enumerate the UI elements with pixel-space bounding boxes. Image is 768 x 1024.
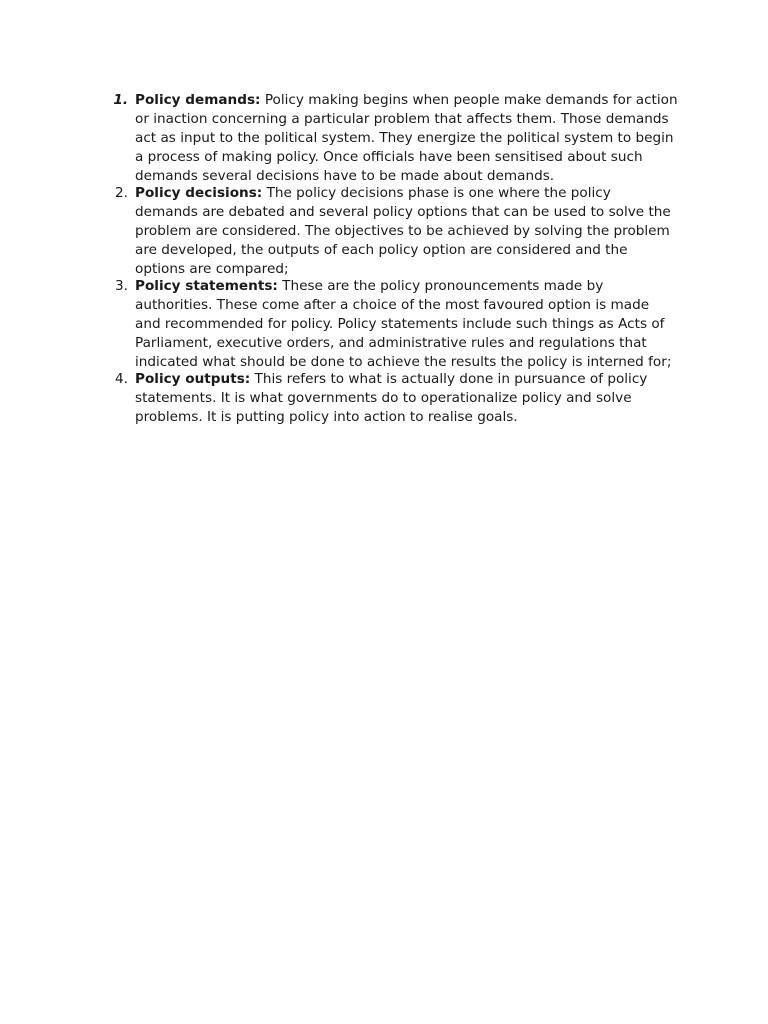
list-number: 3. xyxy=(115,278,128,294)
list-number: 1. xyxy=(113,92,128,108)
list-item xyxy=(100,184,678,279)
list-item xyxy=(100,370,678,427)
list-item-term: Policy demands: xyxy=(135,92,261,108)
list-item-term: Policy decisions: xyxy=(135,185,263,201)
list-item-text: This refers to what is actually done in pursuance of policy statements. It is what governments do to operationalize policy and solve problems. It is putting policy into action to realise goals. xyxy=(135,371,648,425)
policy-stages-list xyxy=(100,91,678,425)
list-item-text: The policy decisions phase is one where the policy demands are debated and several policy options that can be used to solve the problem are considered. The objectives to be achieved by solving the problem are developed, the outputs of each policy option are considered and the options are compared; xyxy=(135,185,671,277)
list-item xyxy=(100,277,678,372)
list-item xyxy=(100,91,678,186)
list-item-term: Policy outputs: xyxy=(135,371,251,387)
list-number: 2. xyxy=(115,185,128,201)
list-item-text: These are the policy pronouncements made by authorities. These come after a choice of the most favoured option is made and recommended for policy. Policy statements include such things as Acts of Parliament, executive orders, and administrative rules and regulations that indicated what should be done to achieve the results the policy is interned for; xyxy=(135,278,672,370)
list-number: 4. xyxy=(115,371,128,387)
list-item-term: Policy statements: xyxy=(135,278,278,294)
list-item-text: Policy making begins when people make demands for action or inaction concerning a particular problem that affects them. Those demands act as input to the political system. They energize the political system to begin a process of making policy. Once officials have been sensitised about such demands several decisions have to be made about demands. xyxy=(135,92,678,184)
